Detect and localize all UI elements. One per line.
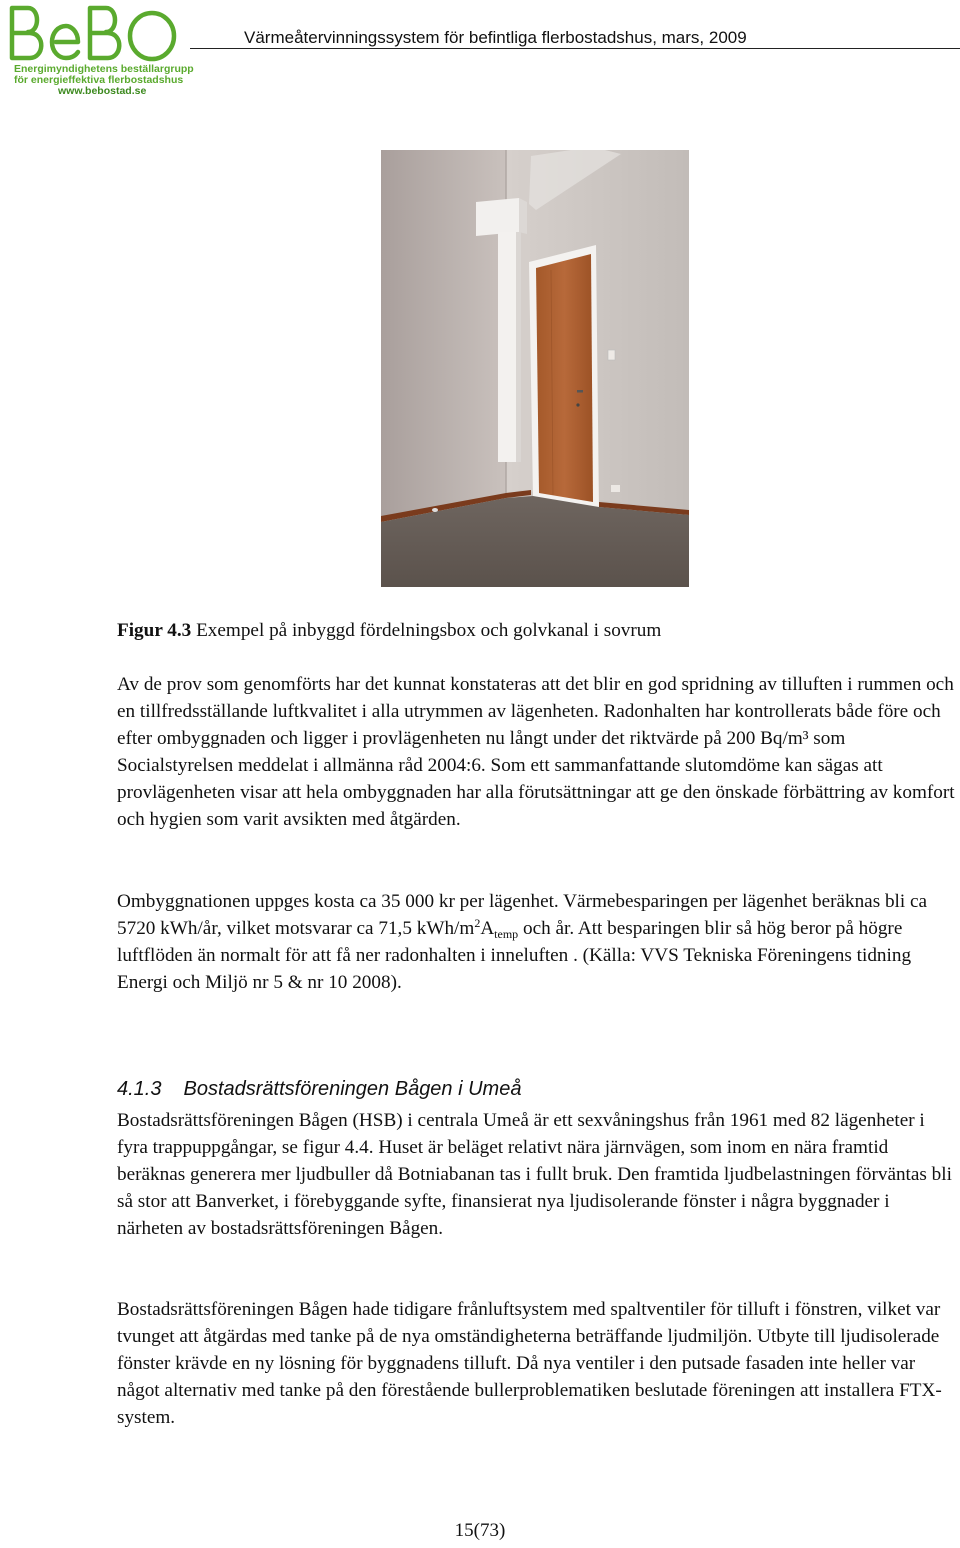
paragraph-text-part: A xyxy=(480,918,495,939)
bebo-logo xyxy=(6,2,194,97)
header-divider xyxy=(190,48,960,49)
figure-caption-text: Exempel på inbyggd fördelningsbox och golvkanal i sovrum xyxy=(191,620,662,641)
superscript: 2 xyxy=(474,916,481,930)
section-title: Bostadsrättsföreningen Bågen i Umeå xyxy=(183,1078,522,1100)
paragraph-text: Bostadsrättsföreningen Bågen hade tidigare frånluftsystem med spaltventiler för tilluft i fönstren, vilket var tvunget att åtgärdas med tanke på de nya omständigheterna beträffande ljudmiljön. Utbyte till ljudisolerade fönster krävde en ny lösning för byggnadens tilluft. Då nya ventiler i den putsade fasaden inte heller var något alternativ med tanke på den förestående bullerproblematiken beslutade föreningen att installera FTX-system. xyxy=(117,1299,942,1428)
figure-caption xyxy=(117,617,960,644)
logo-url: www.bebostad.se xyxy=(58,85,147,97)
document-title: Värmeåtervinningssystem för befintliga flerbostadshus, mars, 2009 xyxy=(244,28,747,47)
paragraph-text: Av de prov som genomförts har det kunnat konstateras att det blir en god spridning av tilluften i rummen och en tillfredsställande luftkvalitet i alla utrymmen av lägenheten. Radonhalten har kontrollerats både före och efter ombyggnaden och ligger i provlägenheten nu långt under det riktvärde på 200 Bq/m³ som Socialstyrelsen meddelat i allmänna råd 2004:6. Som ett sammanfattande slutomdöme kan sägas att provlägenheten visar att hela ombyggnaden har alla förutsättningar att ge den önskade förbättring av komfort och hygien som varit avsikten med åtgärden. xyxy=(117,674,955,830)
subscript: temp xyxy=(494,927,519,941)
figure-caption-label: Figur 4.3 xyxy=(117,620,192,641)
section-number: 4.1.3 xyxy=(117,1078,162,1100)
paragraph xyxy=(117,1107,960,1242)
bedroom-door-photo xyxy=(381,150,689,587)
paragraph xyxy=(117,1296,960,1431)
logo-tagline: Energimyndighetens beställargrupp xyxy=(14,63,194,75)
paragraph-text-part: Ombyggnationen uppges kosta ca 35 000 kr per lägenhet. Värmebesparingen per lägenhet beräknas bli ca 5720 kWh/år, vilket motsvarar ca 71,5 kWh/m xyxy=(117,891,928,939)
paragraph-text-part: och år. Att besparingen blir så hög beror på högre luftflöden än normalt för att få ner radonhalten i inneluften . (Källa: VVS Tekniska Föreningens tidning Energi och Miljö nr 5 & nr 10 2008). xyxy=(117,918,912,993)
section-heading xyxy=(117,1078,521,1101)
paragraph xyxy=(117,671,960,833)
bebo-logo-mark-icon xyxy=(6,2,182,64)
logo-tagline: för energieffektiva flerbostadshus xyxy=(14,74,184,86)
paragraph-text: Bostadsrättsföreningen Bågen (HSB) i centrala Umeå är ett sexvåningshus från 1961 med 82 lägenheter i fyra trappuppgångar, se figur 4.4. Huset är beläget relativt nära järnvägen, som inom en nära framtid beräknas generera mer ljudbuller då Botniabanan tas i fullt bruk. Den framtida ljudbelastningen förväntas bli så stor att Banverket, i förebyggande syfte, finansierat nya ljudisolerande fönster i några byggnader i närheten av bostadsrättsföreningen Bågen. xyxy=(117,1110,952,1239)
paragraph-text xyxy=(117,888,960,996)
page-number: 15(73) xyxy=(454,1520,506,1541)
paragraph xyxy=(117,888,960,996)
